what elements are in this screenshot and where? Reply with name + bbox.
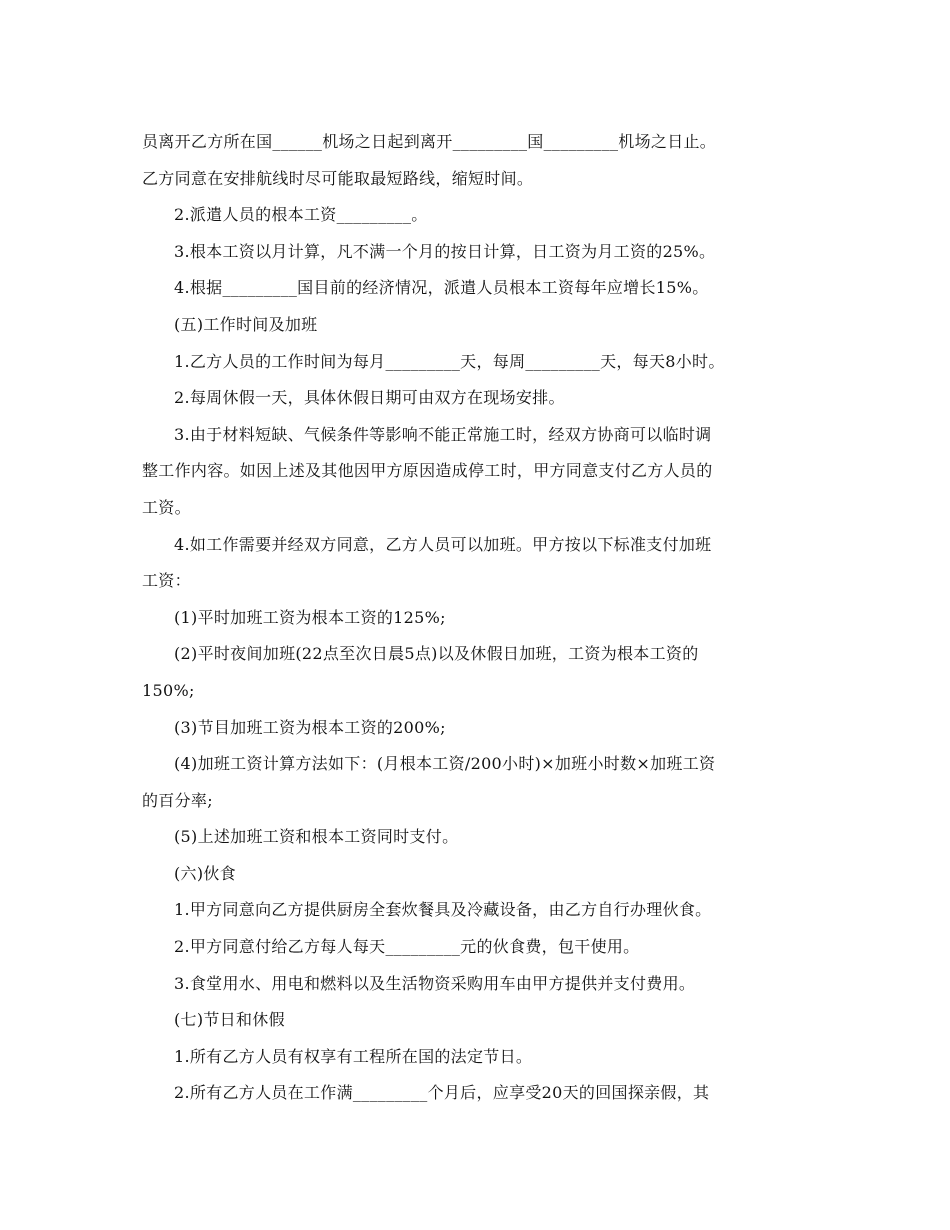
document-body bbox=[142, 124, 812, 1112]
text-line: 整工作内容。如因上述及其他因甲方原因造成停工时，甲方同意支付乙方人员的 bbox=[142, 461, 713, 481]
text-line: (2)平时夜间加班(22点至次日晨5点)以及休假日加班，工资为根本工资的 bbox=[174, 644, 699, 664]
text-line: 工资。 bbox=[142, 497, 191, 517]
text-line: 4.根据_________国目前的经济情况，派遣人员根本工资每年应增长15%。 bbox=[174, 278, 709, 298]
text-line: 2.所有乙方人员在工作满_________个月后，应享受20天的回国探亲假，其 bbox=[174, 1083, 710, 1103]
text-line: (六)伙食 bbox=[174, 863, 236, 883]
text-line: 2.每周休假一天，具体休假日期可由双方在现场安排。 bbox=[174, 388, 565, 408]
text-line: 3.根本工资以月计算，凡不满一个月的按日计算，日工资为月工资的25%。 bbox=[174, 241, 716, 261]
text-line: 4.如工作需要并经双方同意，乙方人员可以加班。甲方按以下标准支付加班 bbox=[174, 534, 712, 554]
text-line: 乙方同意在安排航线时尽可能取最短路线，缩短时间。 bbox=[142, 168, 534, 188]
text-line: 1.所有乙方人员有权享有工程所在国的法定节日。 bbox=[174, 1046, 533, 1066]
text-line: 的百分率; bbox=[142, 790, 213, 810]
text-line: (4)加班工资计算方法如下：(月根本工资/200小时)×加班小时数×加班工资 bbox=[174, 754, 716, 774]
text-line: (5)上述加班工资和根本工资同时支付。 bbox=[174, 827, 459, 847]
text-line: 150%; bbox=[142, 680, 195, 700]
text-line: 2.甲方同意付给乙方每人每天_________元的伙食费，包干使用。 bbox=[174, 937, 640, 957]
text-line: 3.食堂用水、用电和燃料以及生活物资采购用车由甲方提供并支付费用。 bbox=[174, 973, 696, 993]
text-line: (1)平时加班工资为根本工资的125%; bbox=[174, 607, 446, 627]
text-line: (五)工作时间及加班 bbox=[174, 314, 318, 334]
text-line: 工资： bbox=[142, 571, 191, 591]
text-line: 员离开乙方所在国______机场之日起到离开_________国_________机场之日止。 bbox=[142, 132, 717, 151]
text-line: 3.由于材料短缺、气候条件等影响不能正常施工时，经双方协商可以临时调 bbox=[174, 424, 712, 444]
text-line: 1.乙方人员的工作时间为每月_________天，每周_________天，每天8小时。 bbox=[174, 351, 725, 371]
text-line: 2.派遣人员的根本工资_________。 bbox=[174, 205, 428, 225]
text-line: (3)节目加班工资为根本工资的200%; bbox=[174, 717, 446, 737]
text-line: (七)节日和休假 bbox=[174, 1010, 285, 1030]
text-line: 1.甲方同意向乙方提供厨房全套炊餐具及冷藏设备，由乙方自行办理伙食。 bbox=[174, 900, 712, 920]
